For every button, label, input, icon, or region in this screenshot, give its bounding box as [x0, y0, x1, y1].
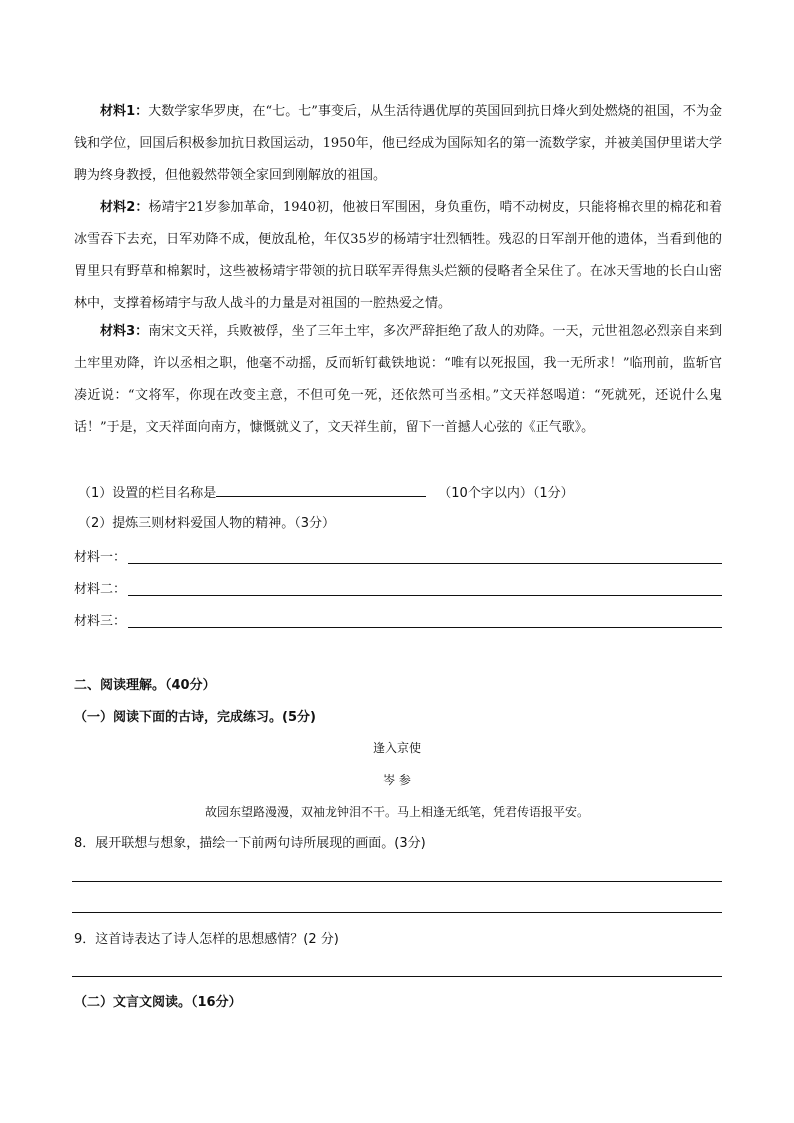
material-3-label: 材料3：	[100, 324, 149, 339]
material-2	[74, 192, 722, 320]
poem-author: 岑 参	[383, 773, 411, 787]
poem-lines: 故园东望路漫漫，双袖龙钟泪不干。马上相逢无纸笔，凭君传语报平安。	[204, 805, 589, 819]
part-2-heading: （二）文言文阅读。（16分）	[74, 995, 242, 1010]
answer-label-3: 材料三：	[74, 614, 127, 629]
section-2-heading: 二、阅读理解。（40分）	[74, 678, 216, 693]
material-1-label: 材料1：	[100, 104, 149, 119]
q8-answer-line-1[interactable]	[72, 881, 722, 882]
question-2: （2）提炼三则材料爱国人物的精神。（3分）	[78, 516, 336, 531]
material-2-label: 材料2：	[100, 200, 149, 215]
answer-line-3[interactable]	[128, 627, 722, 628]
answer-label-1: 材料一：	[74, 550, 127, 565]
answer-line-2[interactable]	[128, 595, 722, 596]
poem-title: 逢入京使	[372, 741, 421, 755]
part-1-heading: （一）阅读下面的古诗，完成练习。(5分)	[74, 710, 316, 725]
question-1-suffix: （10个字以内）（1分）	[438, 486, 574, 501]
answer-line-1[interactable]	[128, 563, 722, 564]
answer-label-2: 材料二：	[74, 582, 127, 597]
material-2-text: 杨靖宇21岁参加革命，1940初，他被日军围困，身负重伤，啃不动树皮，只能将棉衣里的棉花和着冰雪吞下去充，日军劝降不成，便放乱枪，年仅35岁的杨靖宇壮烈牺牲。残忍的日军剖开他的遗体，当看到他的胃里只有野草和棉絮时，这些被杨靖宇带领的抗日联军弄得焦头烂额的侵略者全呆住了。在冰天雪地的长白山密林中，支撑着杨靖宇与敌人战斗的力量是对祖国的一腔热爱之情。	[74, 200, 722, 311]
question-1	[78, 482, 574, 504]
material-1	[74, 96, 722, 192]
question-1-prefix: （1）设置的栏目名称是	[78, 486, 217, 501]
question-8: 8．展开联想与想象，描绘一下前两句诗所展现的画面。(3分)	[74, 836, 426, 851]
q9-answer-line[interactable]	[72, 976, 722, 977]
material-1-text: 大数学家华罗庚，在“七。七”事变后，从生活待遇优厚的英国回到抗日烽火到处燃烧的祖国，不为金钱和学位，回国后积极参加抗日救国运动，1950年，他已经成为国际知名的第一流数学家，并被美国伊里诺大学聘为终身教授，但他毅然带领全家回到刚解放的祖国。	[74, 104, 722, 183]
material-3-text: 南宋文天祥，兵败被俘，坐了三年土牢，多次严辞拒绝了敌人的劝降。一天，元世祖忽必烈亲自来到土牢里劝降，许以丞相之职，他毫不动摇，反而斩钉截铁地说：“唯有以死报国，我一无所求！”临刑前，监斩官凑近说：“文将军，你现在改变主意，不但可免一死，还依然可当丞相。”文天祥怒喝道：“死就死，还说什么鬼话！”于是，文天祥面向南方，慷慨就义了，文天祥生前，留下一首撼人心弦的《正气歌》。	[74, 324, 722, 435]
question-9: 9．这首诗表达了诗人怎样的思想感情？(2 分)	[74, 932, 339, 947]
q8-answer-line-2[interactable]	[72, 912, 722, 913]
question-1-blank[interactable]	[216, 482, 426, 497]
material-3	[74, 316, 722, 444]
